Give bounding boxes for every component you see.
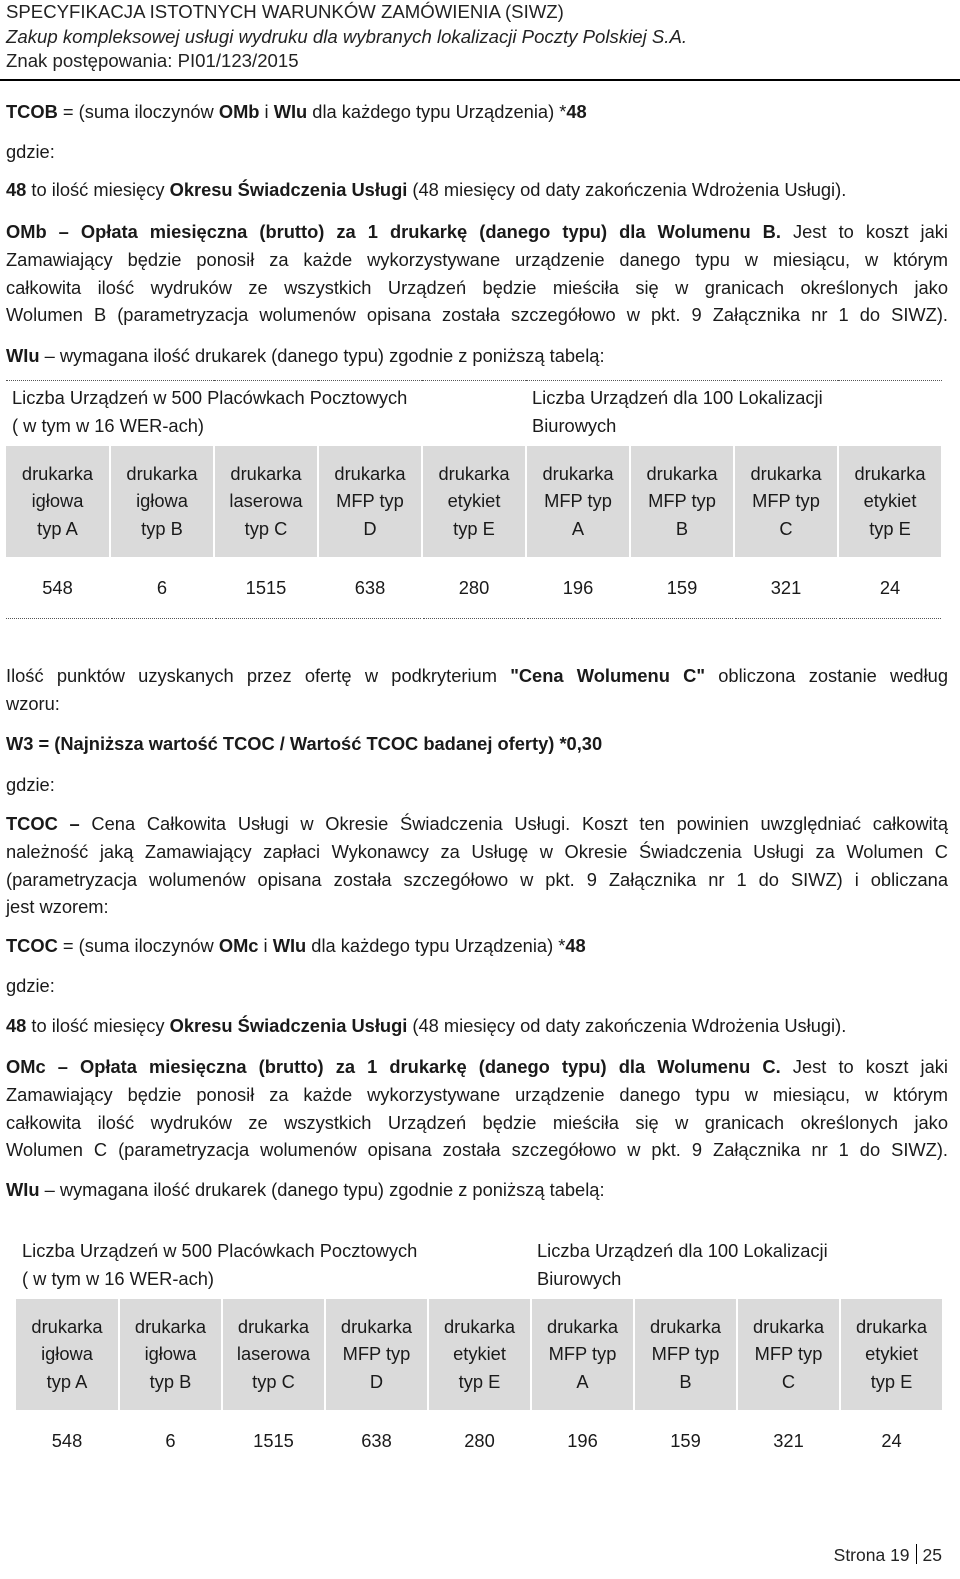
table-cell: 1515	[222, 1410, 325, 1471]
column-header: drukarka laserowa typ C	[222, 1299, 325, 1410]
column-header: drukarka etykiet typ E	[838, 446, 942, 557]
page-header	[6, 0, 946, 74]
tcoc-definition: TCOC – Cena Całkowita Usługi w Okresie Świadczenia Usługi. Koszt ten powinien uwzględniać całkowitą należność jaką Zamawiający zapłaci Wykonawcy za Usługę w Okresie Świadczenia Usługi za Wolumen C (parametryzacja wolumenów opisana została szczegółowo w pkt. 9 Załącznika nr 1 do SIWZ) i obliczana jest wzorem:	[6, 813, 948, 918]
table-row	[6, 557, 942, 618]
table-cell: 321	[737, 1410, 840, 1471]
months-definition: 48 to ilość miesięcy Okresu Świadczenia Usługi (48 miesięcy od daty zakończenia Wdrożenia Usługi).	[6, 179, 847, 200]
column-header: drukarka MFP typ D	[318, 446, 422, 557]
column-header: drukarka laserowa typ C	[214, 446, 318, 557]
table-cell: 280	[428, 1410, 531, 1471]
devices-table-b	[6, 380, 943, 619]
page-separator	[916, 1544, 917, 1564]
column-header: drukarka etykiet typ E	[422, 446, 526, 557]
column-header-row	[6, 446, 942, 557]
table-cell: 1515	[214, 557, 318, 618]
table-cell: 196	[531, 1410, 634, 1471]
table-cell: 6	[119, 1410, 222, 1471]
months-definition: 48 to ilość miesięcy Okresu Świadczenia Usługi (48 miesięcy od daty zakończenia Wdrożenia Usługi).	[6, 1015, 847, 1036]
column-header: drukarka igłowa typ A	[6, 446, 110, 557]
column-header: drukarka MFP typ C	[737, 1299, 840, 1410]
column-header-row	[16, 1299, 943, 1410]
table-cell: 24	[840, 1410, 943, 1471]
omb-definition: OMb – Opłata miesięczna (brutto) za 1 drukarkę (danego typu) dla Wolumenu B. Jest to koszt jaki Zamawiający będzie ponosił za każde wykorzystywane urządzenie danego typu w miesiącu, w którym całkowita ilość wydruków ze wszystkich Urządzeń będzie mieściła się w granicach określonych jako Wolumen B (parametryzacja wolumenów opisana została szczegółowo w pkt. 9 Załącznika nr 1 do SIWZ).	[6, 221, 948, 326]
tcoc-formula: TCOC = (suma iloczynów OMc i WIu dla każdego typu Urządzenia) *48	[6, 935, 586, 956]
wiu-definition: WIu – wymagana ilość drukarek (danego typu) zgodnie z poniższą tabelą:	[6, 345, 605, 366]
table-cell: 638	[318, 557, 422, 618]
where-label: gdzie:	[6, 975, 55, 996]
column-header: drukarka igłowa typ B	[110, 446, 214, 557]
header-divider	[0, 79, 960, 81]
column-header: drukarka igłowa typ A	[16, 1299, 119, 1410]
table-cell: 321	[734, 557, 838, 618]
table-cell: 196	[526, 557, 630, 618]
where-label: gdzie:	[6, 141, 55, 162]
page-total: 25	[922, 1545, 942, 1565]
document-title: SPECYFIKACJA ISTOTNYCH WARUNKÓW ZAMÓWIENIA (SIWZ)	[6, 1, 564, 22]
column-header: drukarka MFP typ B	[630, 446, 734, 557]
table-cell: 548	[16, 1410, 119, 1471]
column-header: drukarka igłowa typ B	[119, 1299, 222, 1410]
table-cell: 159	[634, 1410, 737, 1471]
wiu-definition: WIu – wymagana ilość drukarek (danego typu) zgodnie z poniższą tabelą:	[6, 1179, 605, 1200]
table-cell: 24	[838, 557, 942, 618]
column-header: drukarka MFP typ A	[531, 1299, 634, 1410]
w3-formula: W3 = (Najniższa wartość TCOC / Wartość TCOC badanej oferty) *0,30	[6, 733, 603, 754]
page-number	[834, 1544, 942, 1566]
table-cell: 548	[6, 557, 110, 618]
column-header: drukarka MFP typ B	[634, 1299, 737, 1410]
table-cell: 280	[422, 557, 526, 618]
table-cell: 159	[630, 557, 734, 618]
volume-c-intro: Ilość punktów uzyskanych przez ofertę w podkryterium "Cena Wolumenu C" obliczona zostanie według wzoru:	[6, 665, 948, 714]
where-label: gdzie:	[6, 774, 55, 795]
group-header-office-locations: Liczba Urządzeń dla 100 Lokalizacji Biurowych	[537, 1240, 828, 1289]
document-subtitle: Zakup kompleksowej usługi wydruku dla wybranych lokalizacji Poczty Polskiej S.A.	[6, 25, 688, 47]
page-label: Strona 19	[833, 1545, 910, 1565]
omc-definition: OMc – Opłata miesięczna (brutto) za 1 drukarkę (danego typu) dla Wolumenu C. Jest to koszt jaki Zamawiający będzie ponosił za każde wykorzystywane urządzenie danego typu w miesiącu, w którym całkowita ilość wydruków ze wszystkich Urządzeń będzie mieściła się w granicach określonych jako Wolumen C (parametryzacja wolumenów opisana została szczegółowo w pkt. 9 Załącznika nr 1 do SIWZ).	[6, 1056, 948, 1161]
column-header: drukarka MFP typ C	[734, 446, 838, 557]
table-cell: 6	[110, 557, 214, 618]
column-header: drukarka etykiet typ E	[840, 1299, 943, 1410]
case-reference: Znak postępowania: PI01/123/2015	[6, 50, 299, 71]
table-row	[16, 1410, 943, 1471]
column-header: drukarka MFP typ A	[526, 446, 630, 557]
group-header-post-offices: Liczba Urządzeń w 500 Placówkach Pocztowych ( w tym w 16 WER-ach)	[22, 1240, 418, 1289]
group-header-office-locations: Liczba Urządzeń dla 100 Lokalizacji Biurowych	[526, 381, 942, 446]
column-header: drukarka etykiet typ E	[428, 1299, 531, 1410]
table-cell: 638	[325, 1410, 428, 1471]
group-header-post-offices: Liczba Urządzeń w 500 Placówkach Pocztowych ( w tym w 16 WER-ach)	[6, 381, 526, 446]
devices-table-c	[16, 1234, 944, 1471]
tcob-formula: TCOB = (suma iloczynów OMb i WIu dla każdego typu Urządzenia) *48	[6, 101, 587, 122]
column-header: drukarka MFP typ D	[325, 1299, 428, 1410]
